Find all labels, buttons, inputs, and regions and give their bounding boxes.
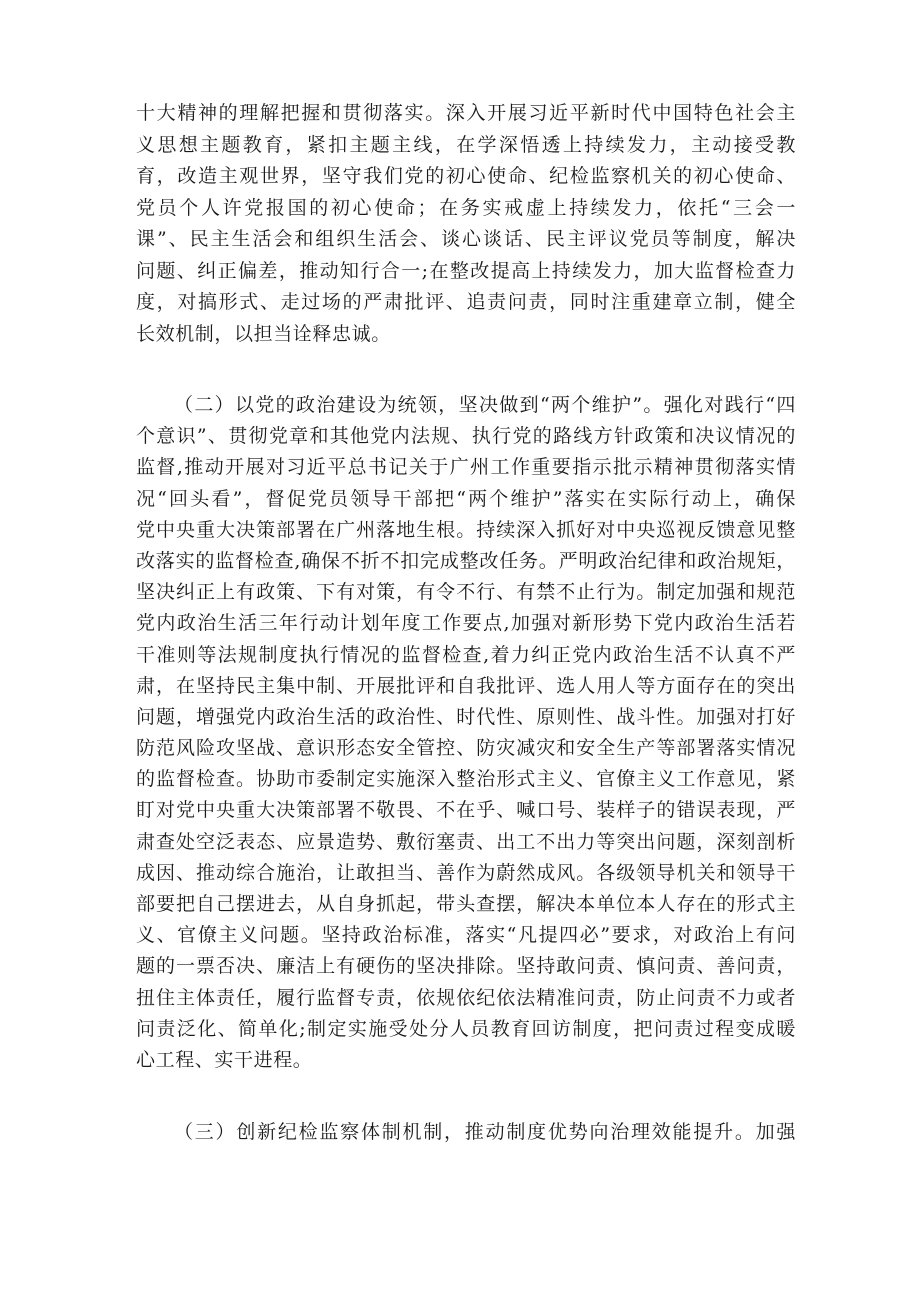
- paragraph-2-line: 心工程、实干进程。: [136, 1048, 313, 1071]
- paragraph-2-line: 改落实的监督检查,确保不折不扣完成整改任务。严明政治纪律和政治规矩，: [136, 549, 796, 572]
- paragraph-2-line: 题的一票否决、廉洁上有硬伤的坚决排除。坚持敢问责、慎问责、善问责，: [136, 955, 796, 978]
- paragraph-2: [136, 390, 796, 1076]
- paragraph-3-line: （三）创新纪检监察体制机制，推动制度优势向治理效能提升。加强: [174, 1121, 796, 1144]
- paragraph-2-line: 党中央重大决策部署在广州落地生根。持续深入抓好对中央巡视反馈意见整: [136, 518, 796, 541]
- paragraph-2-line: 部要把自己摆进去，从自身抓起，带头查摆，解决本单位本人存在的形式主: [136, 893, 796, 915]
- paragraph-spacer: [136, 350, 796, 390]
- paragraph-2-line: 坚决纠正上有政策、下有对策，有令不行、有禁不止行为。制定加强和规范: [136, 581, 796, 604]
- paragraph-2-line: 干准则等法规制度执行情况的监督检查,着力纠正党内政治生活不认真不严: [136, 643, 796, 666]
- paragraph-2-line: 成因、推动综合施治，让敢担当、善作为蔚然成风。各级领导机关和领导干: [136, 861, 796, 884]
- paragraph-2-line: 肃查处空泛表态、应景造势、敷衍塞责、出工不出力等突出问题，深刻剖析: [136, 830, 796, 853]
- paragraph-1-line: 度，对搞形式、走过场的严肃批评、追责问责，同时注重建章立制，健全: [136, 291, 796, 313]
- paragraph-2-line: 盯对党中央重大决策部署不敬畏、不在乎、喊口号、装样子的错误表现，严: [136, 799, 796, 822]
- paragraph-2-line: 监督,推动开展对习近平总书记关于广州工作重要指示批示精神贯彻落实情: [136, 456, 796, 479]
- paragraph-2-line: 义、官僚主义问题。坚持政治标准，落实“凡提四必”要求，对政治上有问: [136, 924, 796, 947]
- paragraph-2-line: 的监督检查。协助市委制定实施深入整治形式主义、官僚主义工作意见，紧: [136, 768, 796, 791]
- paragraph-1-line: 义思想主题教育，紧扣主题主线，在学深悟透上持续发力，主动接受教: [136, 133, 796, 156]
- paragraph-3: [136, 1117, 796, 1149]
- paragraph-2-line: 个意识”、贯彻党章和其他党内法规、执行党的路线方针政策和决议情况的: [136, 425, 796, 448]
- paragraph-1: [136, 98, 796, 350]
- paragraph-1-line: 十大精神的理解把握和贯彻落实。深入开展习近平新时代中国特色社会主: [136, 102, 796, 124]
- paragraph-1-line: 育，改造主观世界，坚守我们党的初心使命、纪检监察机关的初心使命、: [136, 165, 796, 187]
- paragraph-2-line: 扭住主体责任，履行监督专责，依规依纪依法精准问责，防止问责不力或者: [136, 986, 796, 1009]
- paragraph-spacer: [136, 1076, 796, 1117]
- paragraph-1-line: 党员个人许党报国的初心使命；在务实戒虚上持续发力，依托“三会一: [136, 196, 796, 219]
- paragraph-2-line: 问责泛化、简单化;制定实施受处分人员教育回访制度，把问责过程变成暖: [136, 1017, 796, 1040]
- paragraph-1-line: 长效机制，以担当诠释忠诚。: [136, 322, 391, 345]
- paragraph-2-line: 防范风险攻坚战、意识形态安全管控、防灾减灾和安全生产等部署落实情况: [136, 737, 796, 760]
- paragraph-1-line: 课”、民主生活会和组织生活会、谈心谈话、民主评议党员等制度，解决: [136, 228, 796, 250]
- document-body: [136, 98, 796, 1149]
- paragraph-2-line: 肃，在坚持民主集中制、开展批评和自我批评、选人用人等方面存在的突出: [136, 674, 796, 697]
- paragraph-2-line: 党内政治生活三年行动计划年度工作要点,加强对新形势下党内政治生活若: [136, 612, 796, 635]
- paragraph-2-line: 况“回头看”，督促党员领导干部把“两个维护”落实在实际行动上，确保: [136, 487, 796, 510]
- paragraph-1-line: 问题、纠正偏差，推动知行合一;在整改提高上持续发力，加大监督检查力: [136, 259, 796, 282]
- paragraph-2-line: （二）以党的政治建设为统领，坚决做到“两个维护”。强化对践行“四: [174, 394, 796, 416]
- paragraph-2-line: 问题，增强党内政治生活的政治性、时代性、原则性、战斗性。加强对打好: [136, 705, 796, 728]
